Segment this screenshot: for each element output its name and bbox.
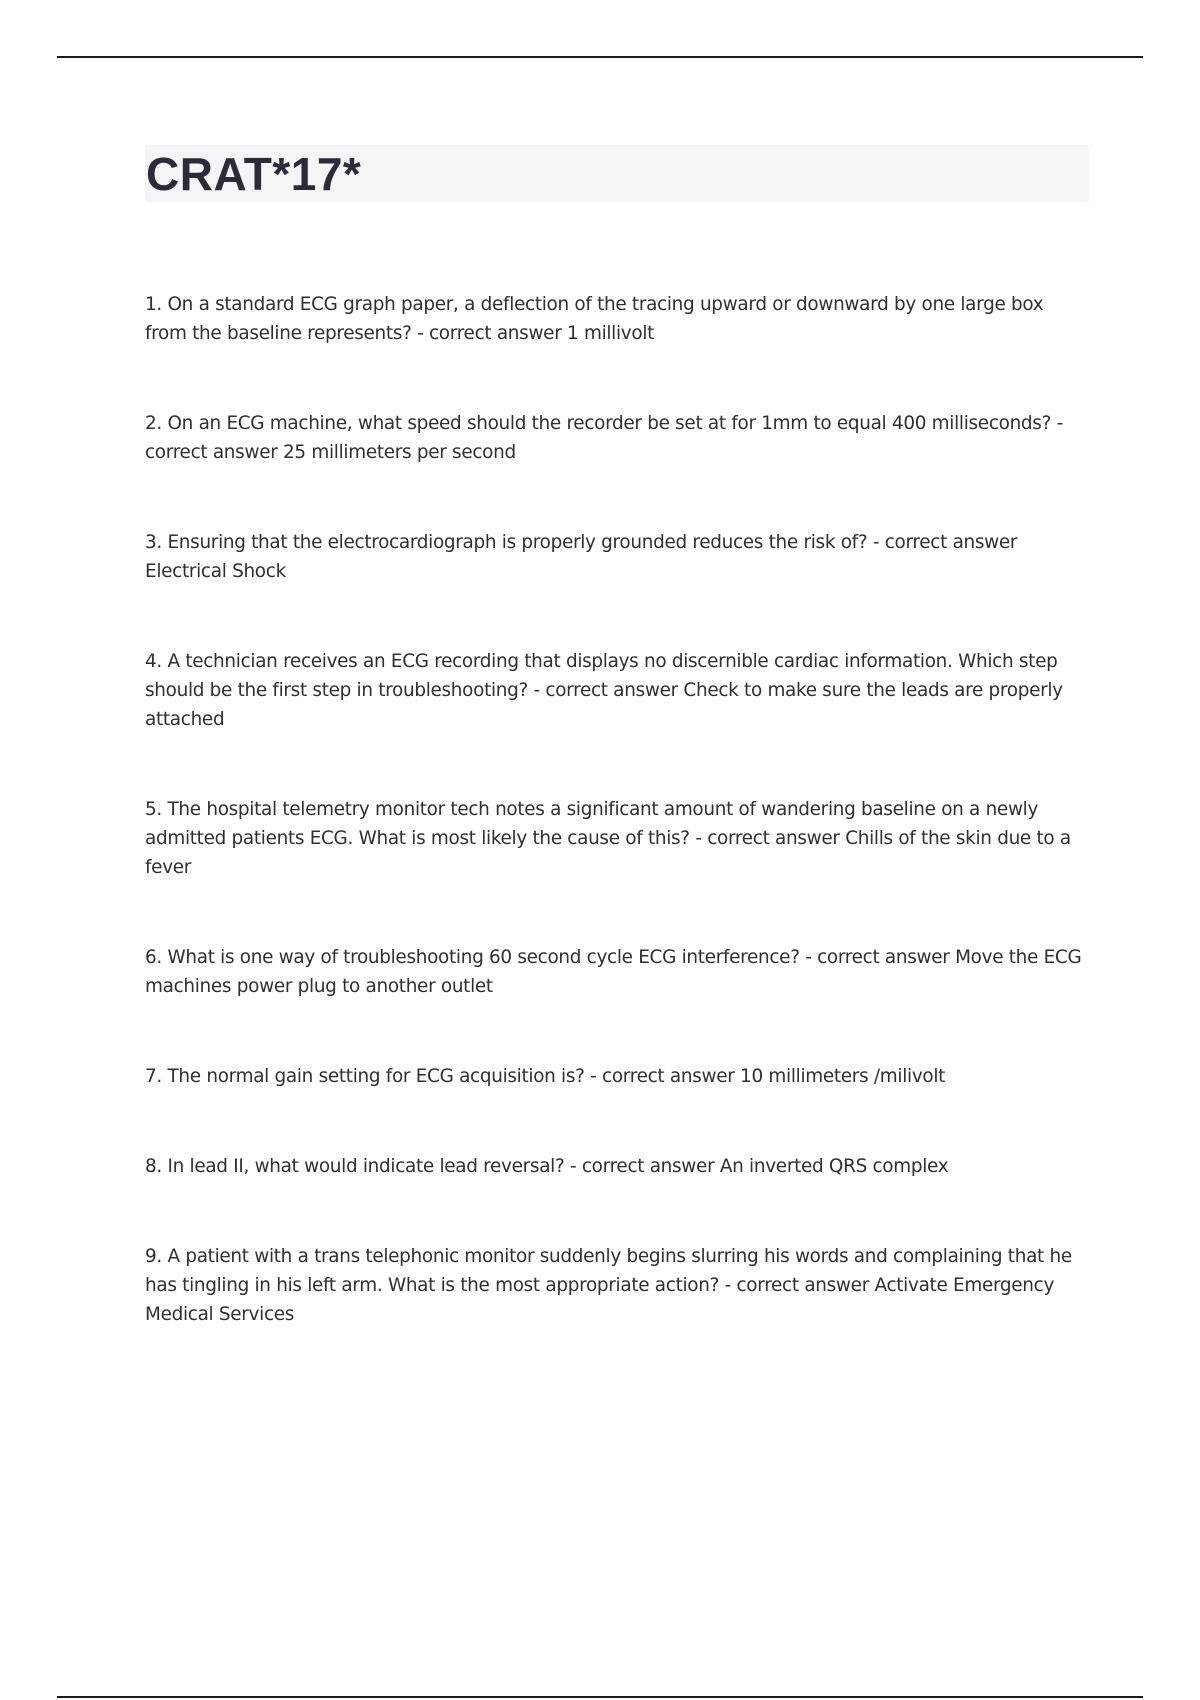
question-item-9: 9. A patient with a trans telephonic monitor suddenly begins slurring his words and complaining that he has tingling in his left arm. What is the most appropriate action? - correct answer Activate Emergency Medical Services <box>145 1246 1072 1325</box>
question-list <box>145 290 1090 1329</box>
question-item-6: 6. What is one way of troubleshooting 60 second cycle ECG interference? - correct answer Move the ECG machines power plug to another outlet <box>145 947 1082 997</box>
question-item-1: 1. On a standard ECG graph paper, a deflection of the tracing upward or downward by one large box from the baseline represents? - correct answer 1 millivolt <box>145 294 1044 344</box>
question-item-8: 8. In lead II, what would indicate lead reversal? - correct answer An inverted QRS complex <box>145 1156 949 1177</box>
page-title: CRAT*17* <box>146 148 362 200</box>
question-item-3: 3. Ensuring that the electrocardiograph is properly grounded reduces the risk of? - correct answer Electrical Shock <box>145 532 1018 582</box>
question-item-4: 4. A technician receives an ECG recording that displays no discernible cardiac information. Which step should be the first step in troubleshooting? - correct answer Check to make sure the leads are properly attached <box>145 651 1063 730</box>
question-item-7: 7. The normal gain setting for ECG acquisition is? - correct answer 10 millimeters /milivolt <box>145 1066 946 1087</box>
top-divider <box>57 56 1143 58</box>
question-item-2: 2. On an ECG machine, what speed should the recorder be set at for 1mm to equal 400 milliseconds? - correct answer 25 millimeters per second <box>145 413 1063 463</box>
bottom-divider <box>57 1696 1143 1698</box>
question-item-5: 5. The hospital telemetry monitor tech notes a significant amount of wandering baseline on a newly admitted patients ECG. What is most likely the cause of this? - correct answer Chills of the skin due to a fever <box>145 799 1071 878</box>
